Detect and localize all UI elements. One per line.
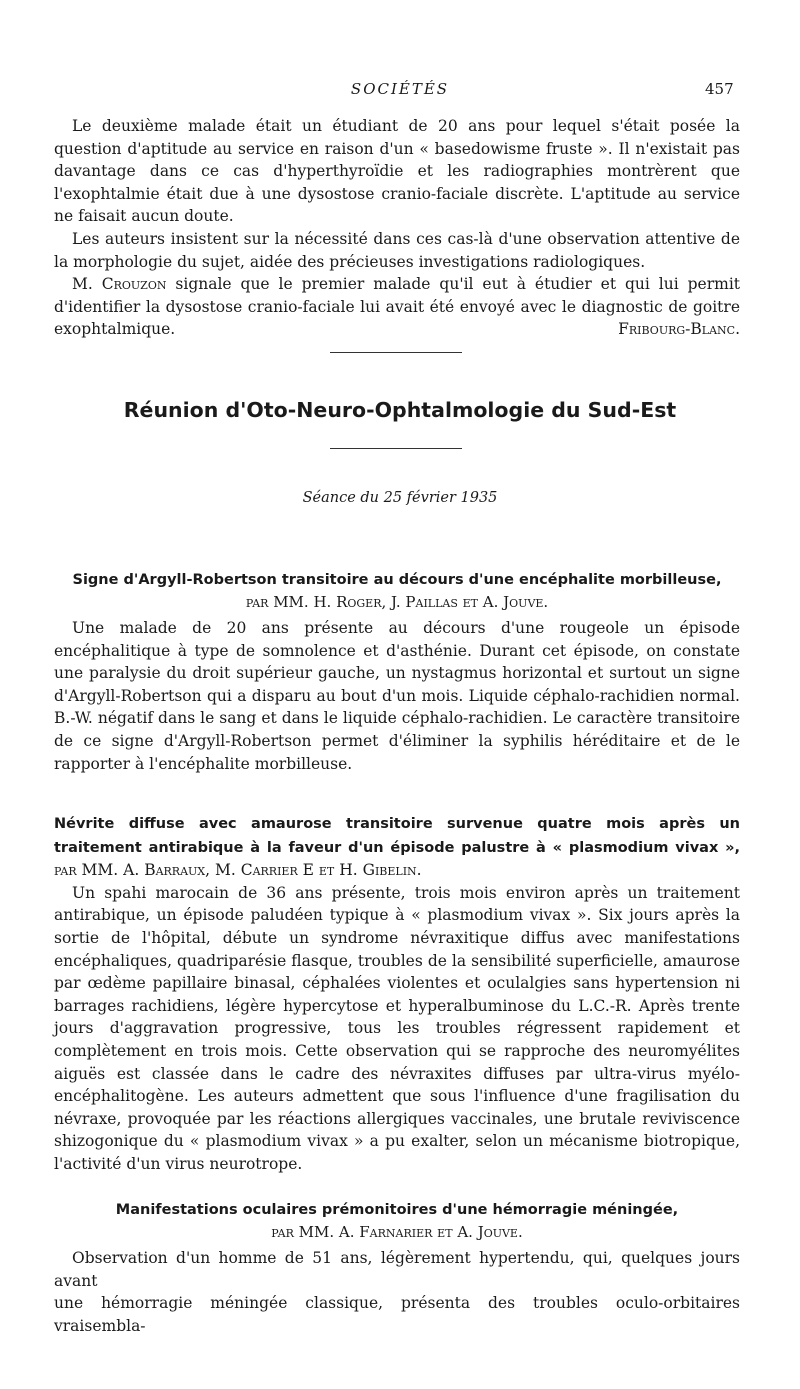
session-date: Séance du 25 février 1935 [302, 490, 498, 506]
article-1-body: Une malade de 20 ans présente au décours d'une rougeole un épisode encéphalitique à type de somnolence et d'asthénie. Durant cet épisode, on constate une paralysie du droit supérieur gauche, un nystagmus horizontal et surtout un signe d'Argyll-Robertson qui a disparu au bout d'un mois. Liquide céphalo-rachidien normal. B.-W. négatif dans le sang et dans le liquide céphalo-rachidien. Le caractère transitoire de ce signe d'Argyll-Robertson permet d'éliminer la syphilis héréditaire et de le rapporter à l'encéphalite morbilleuse. [54, 619, 740, 773]
intro-paragraph-2: Les auteurs insistent sur la nécessité dans ces cas-là d'une observation attentive de la morphologie du sujet, aidée des précieuses investigations radiologiques. [54, 229, 740, 271]
article-1 [54, 570, 740, 775]
intro-paragraph-1: Le deuxième malade était un étudiant de 20 ans pour lequel s'était posée la question d'aptitude au service en raison d'un « basedowisme fruste ». Il n'existait pas davantage dans ce cas d'hyperthyroïdie et les radiographies montrèrent que l'exophtalmie était due à une dysostose cranio-faciale discrète. L'aptitude au service ne faisait aucun doute. [54, 117, 740, 226]
page-header [0, 80, 800, 100]
crouzon-prefix: M. [72, 275, 93, 294]
signature: Fribourg-Blanc. [618, 320, 740, 339]
article-2-body: Un spahi marocain de 36 ans présente, trois mois environ après un traitement antirabique, un épisode paludéen typique à « plasmodium vivax ». Six jours après la sortie de l'hôpital, débute un syndrome névraxitique diffus avec manifestations encéphaliques, quadriparésie flasque, troubles de la sensibilité superficielle, amaurose par œdème papillaire binasal, céphalées violentes et oculalgies sans hypertension ni barrages rachidiens, légère hypercytose et hyperalbuminose du L.C.-R. Après trente jours d'aggravation progressive, tous les troubles régressent rapidement et complètement en trois mois. Cette observation qui se rapproche des neuromyélites aiguës est classée dans le cadre des névraxites diffuses par ultra-virus myélo-encéphalitogène. Les auteurs admettent que sous l'influence d'une fragilisation du névraxe, provoquée par les réactions allergiques vaccinales, une brutale reviviscence shizogonique du « plasmodium vivax » a pu exalter, selon un mécanisme biotropique, l'activité d'un virus neurotrope. [54, 883, 740, 1173]
article-3-title: Manifestations oculaires prémonitoires d'une hémorragie méningée, [115, 1202, 679, 1218]
intro-section [54, 115, 740, 341]
page-number: 457 [705, 80, 734, 98]
article-1-authors: par MM. H. Roger, J. Paillas et A. Jouve. [245, 593, 549, 611]
article-1-title: Signe d'Argyll-Robertson transitoire au décours d'une encéphalite morbilleuse, [72, 572, 722, 588]
divider-top [330, 352, 462, 353]
article-3 [54, 1200, 740, 1337]
article-2-authors: par MM. A. Barraux, M. Carrier E et H. Gibelin. [54, 861, 422, 880]
article-2-heading [54, 812, 740, 882]
article-3-body-line-2: une hémorragie méningée classique, présenta des troubles oculo-orbitaires vraisembla- [54, 1294, 740, 1335]
crouzon-name: Crouzon [101, 275, 167, 294]
society-title: Réunion d'Oto-Neuro-Ophtalmologie du Sud-Est [123, 398, 677, 422]
running-title: SOCIÉTÉS [350, 80, 450, 98]
article-2-title: Névrite diffuse avec amaurose transitoire survenue quatre mois après un traitement antirabique à la faveur d'un épisode palustre à « plasmodium vivax », [54, 816, 740, 856]
article-3-authors: par MM. A. Farnarier et A. Jouve. [271, 1223, 523, 1241]
divider-bottom [330, 448, 462, 449]
crouzon-text: signale que le premier malade qu'il eut à étudier et qui lui permit d'identifier la dysostose cranio-faciale lui avait été envoyé avec le diagnostic de goitre exophtalmique. [54, 275, 740, 339]
article-3-body-line-1: Observation d'un homme de 51 ans, légèrement hypertendu, qui, quelques jours avant [54, 1249, 740, 1290]
article-2 [54, 812, 740, 1176]
